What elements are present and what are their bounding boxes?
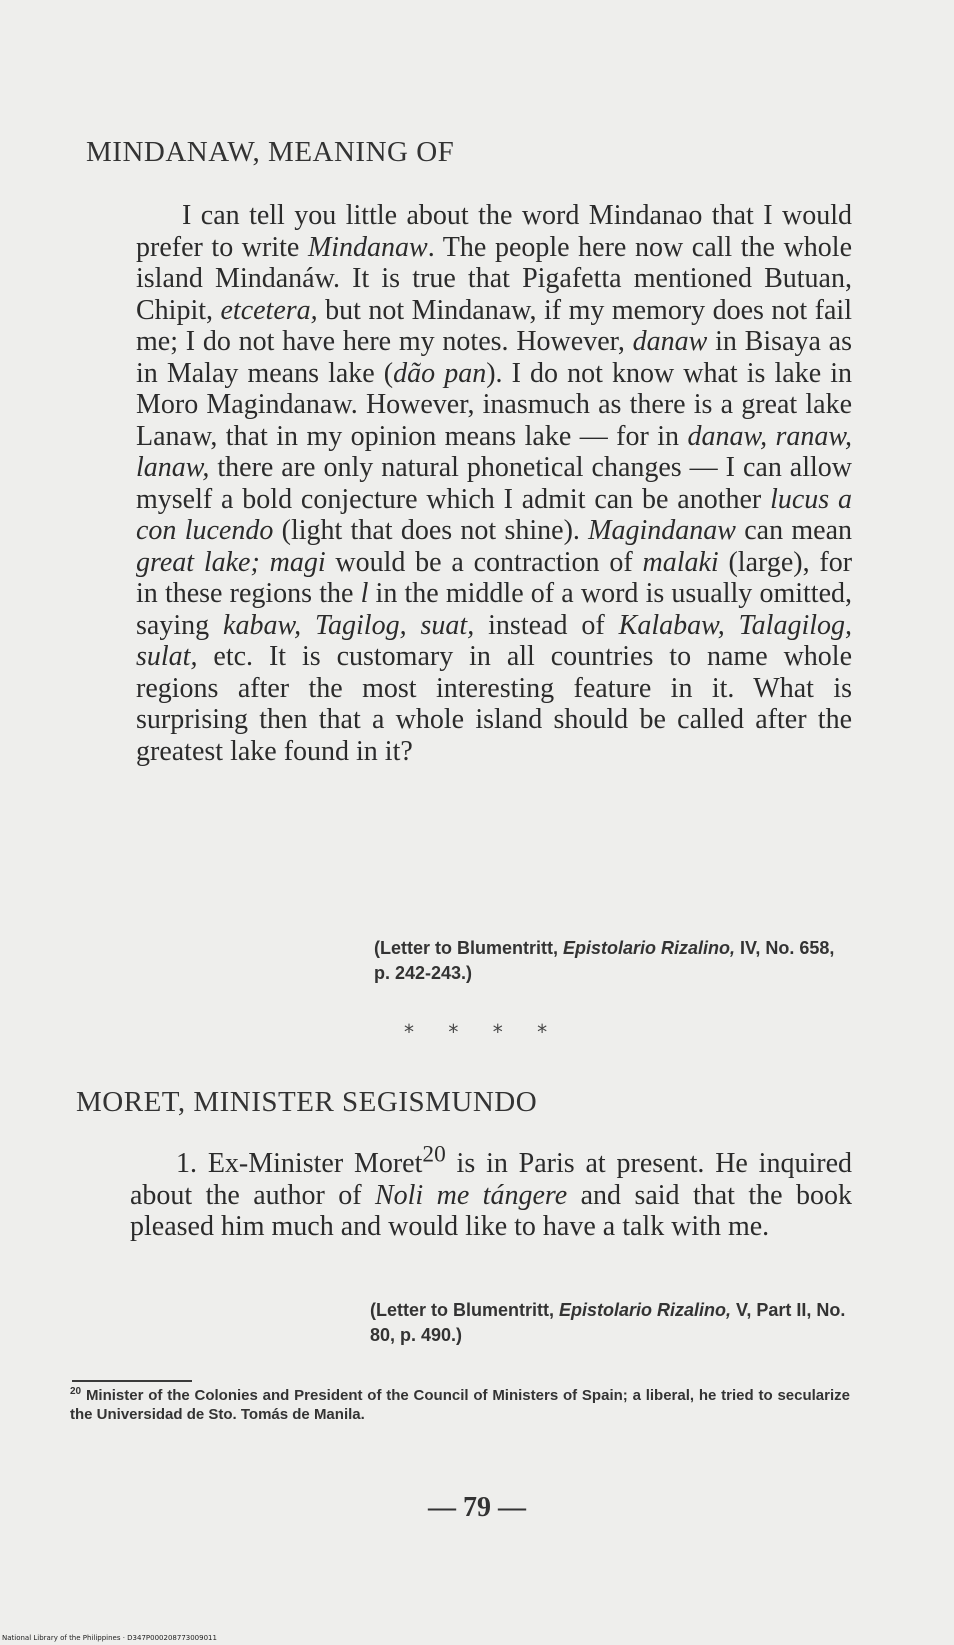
footnote-mark: 20 <box>70 1386 82 1397</box>
section-separator: * * * * <box>404 1020 562 1044</box>
footnote-divider <box>72 1380 192 1382</box>
citation-mindanaw: (Letter to Blumentritt, Epistolario Rizalino, IV, No. 658, p. 242-243.) <box>374 938 835 983</box>
footnote-reference: 20 <box>422 1141 446 1168</box>
section-heading-moret: MORET, MINISTER SEGISMUNDO <box>76 1086 538 1118</box>
section-heading-mindanaw: MINDANAW, MEANING OF <box>86 136 455 168</box>
paragraph-mindanaw: I can tell you little about the word Mindanao that I would prefer to write Mindanaw. The people here now call the whole island Mindanáw. It is true that Pigafetta mentioned Butuan, Chipit, etcetera, but not Mindanaw, if my memory does not fail me; I do not have here my notes. However, danaw in Bisaya as in Malay means lake (dão pan). I do not know what is lake in Moro Magindanaw. However, inasmuch as there is a great lake Lanaw, that in my opinion means lake — for in danaw, ranaw, lanaw, there are only natural phonetical changes — I can allow myself a bold conjecture which I admit can be another lucus a con lucendo (light that does not shine). Magindanaw can mean great lake; magi would be a contraction of malaki (large), for in these regions the l in the middle of a word is usually omitted, saying kabaw, Tagilog, suat, instead of Kalabaw, Talagilog, sulat, etc. It is customary in all countries to name whole regions after the most interesting feature in it. What is surprising then that a whole island should be called after the greatest lake found in it? <box>136 200 853 767</box>
page-number: — 79 — <box>428 1492 526 1523</box>
footnote: $^{20}$ Minister of the Colonies and President of the Council of Ministers of Spain; a liberal, he tried to secularize the Universidad de Sto. Tomás de Manila. <box>70 1386 850 1423</box>
archive-label: National Library of the Philippines · D347P000208773009011 <box>2 1634 217 1642</box>
citation-moret: (Letter to Blumentritt, Epistolario Rizalino, V, Part II, No. 80, p. 490.) <box>370 1300 846 1345</box>
paragraph-moret: 1. Ex-Minister Moret$^{20}$ is in Paris at present. He inquired about the author of Noli me tángere and said that the book pleased him much and would like to have a talk with me. <box>130 1141 852 1242</box>
